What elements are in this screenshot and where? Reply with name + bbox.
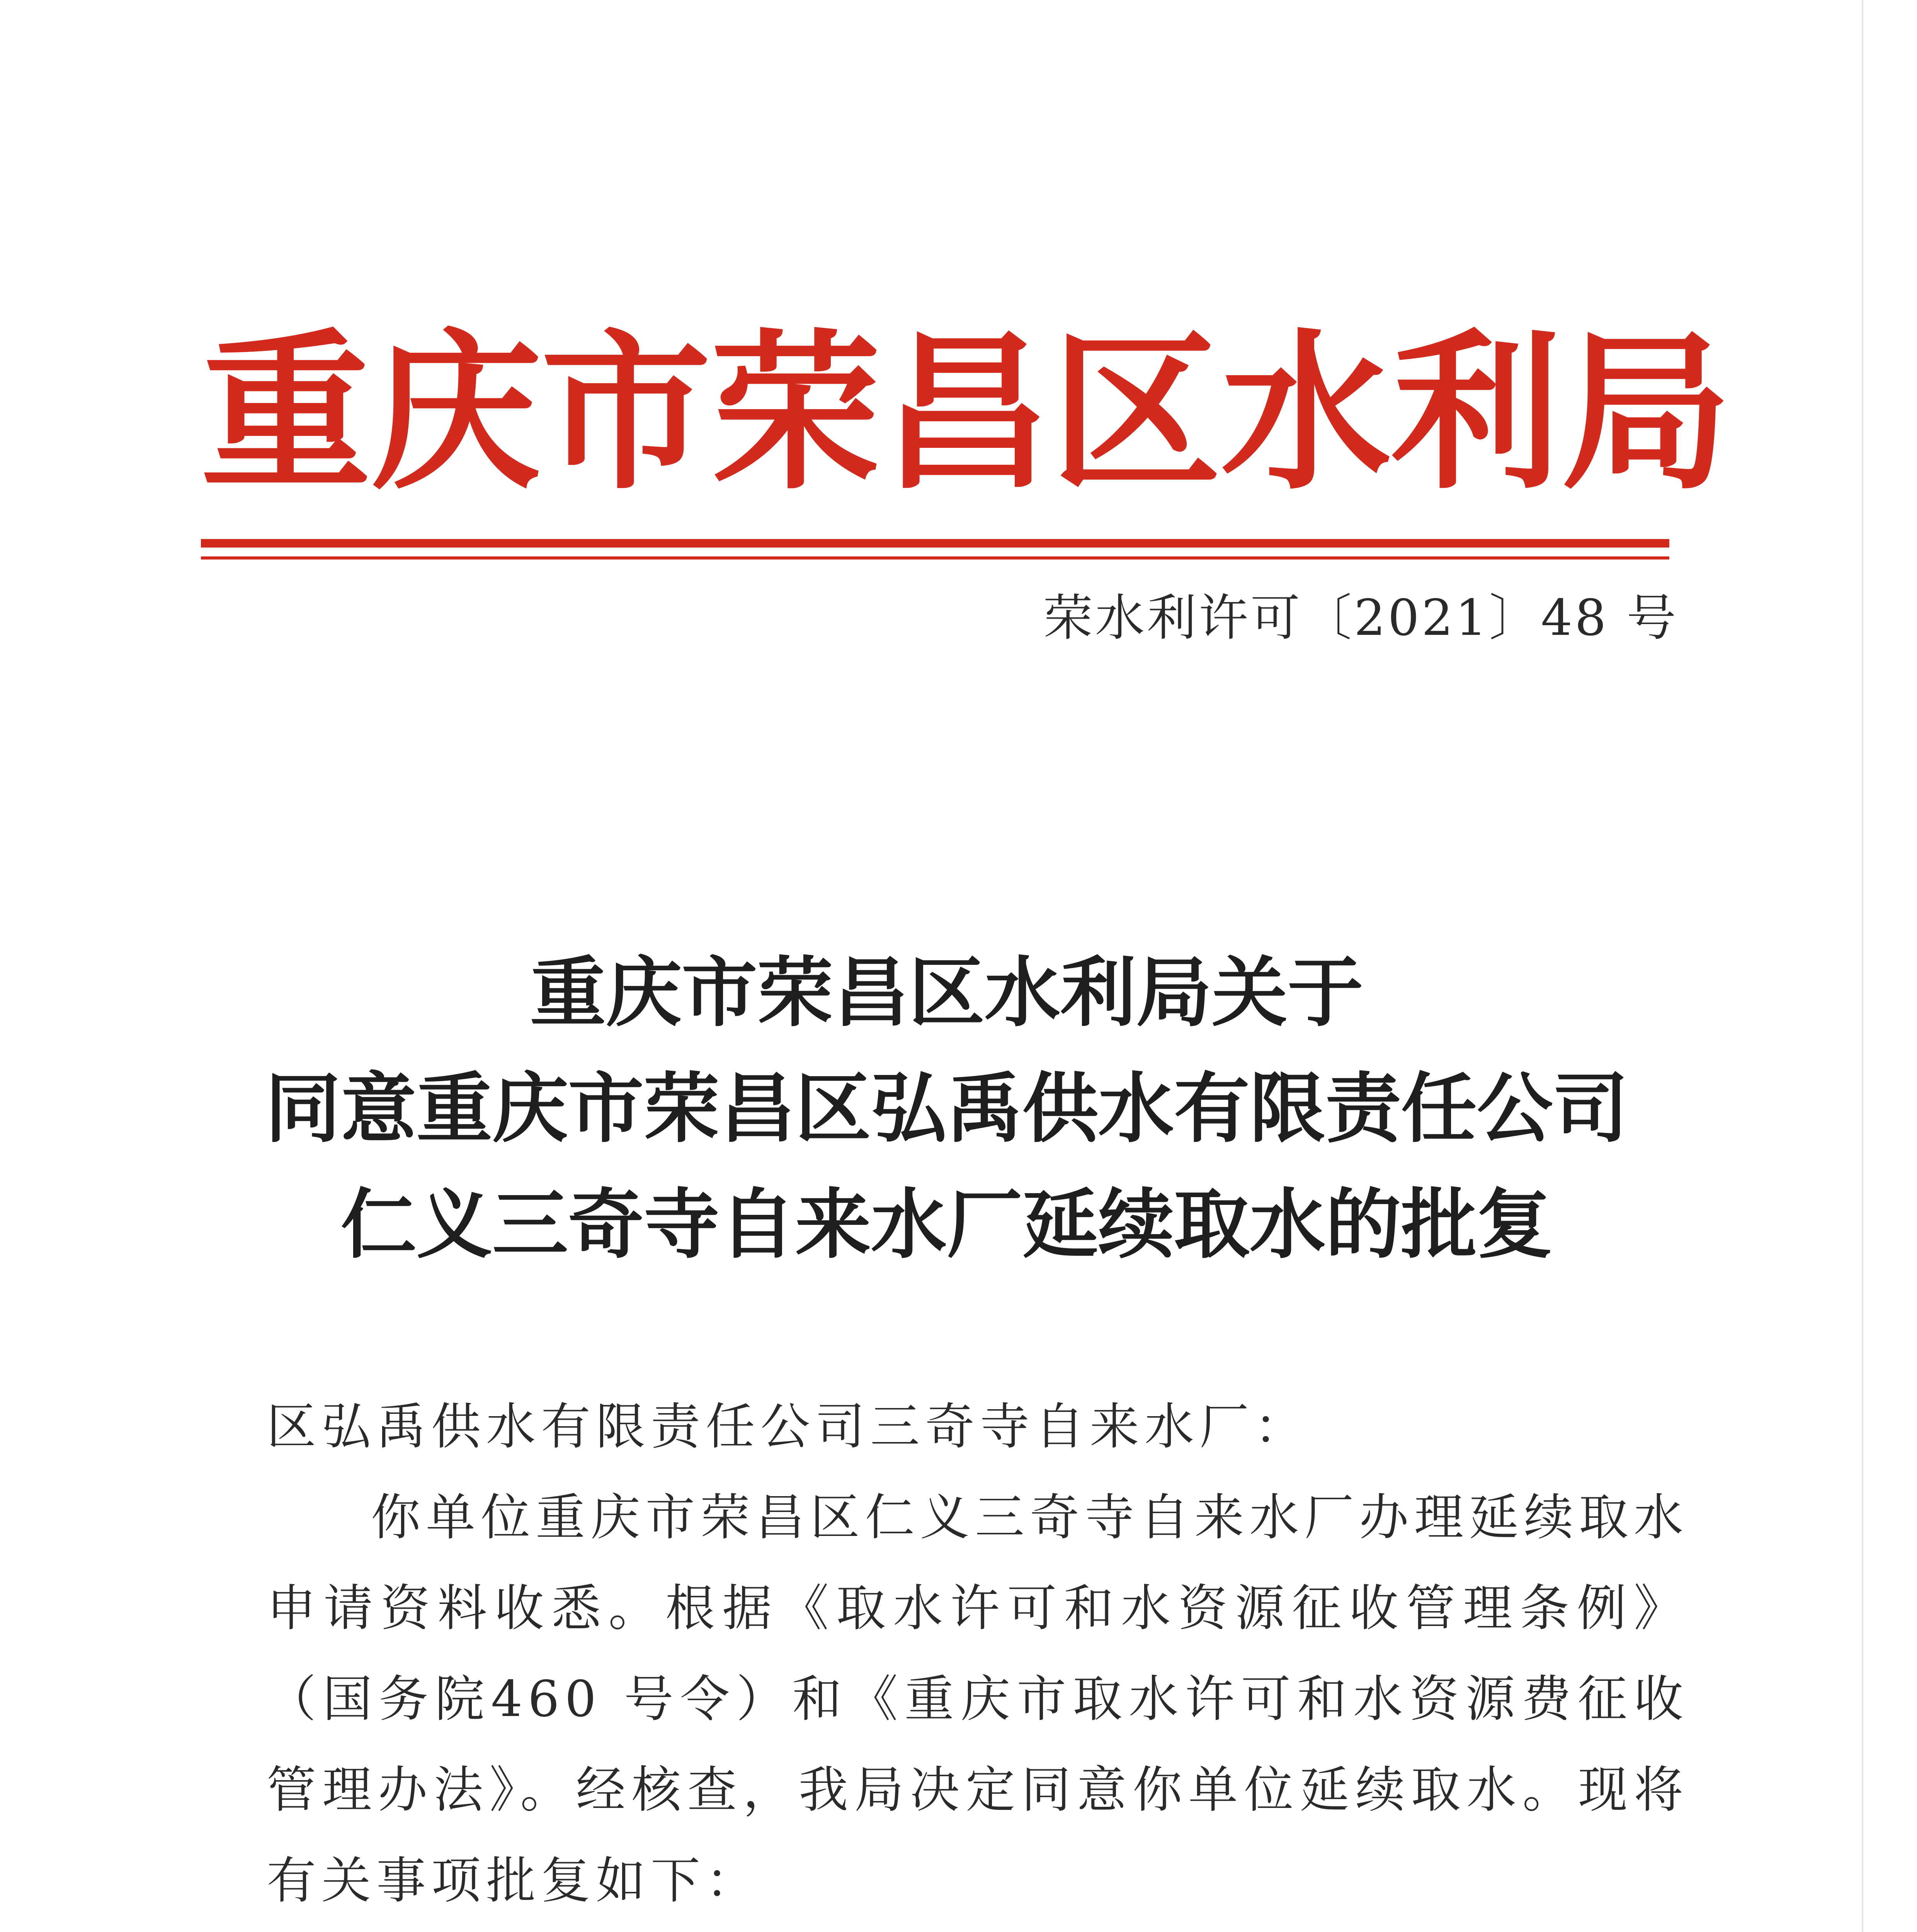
document-title bbox=[232, 935, 1662, 1283]
title-line-1: 重庆市荣昌区水利局关于 bbox=[530, 949, 1363, 1037]
page-edge-line bbox=[1862, 0, 1863, 1932]
addressee: 区弘禹供水有限责任公司三奇寺自来水厂： bbox=[267, 1398, 1310, 1456]
letterhead-red-rule-thick bbox=[201, 539, 1669, 548]
title-line-2: 同意重庆市荣昌区弘禹供水有限责任公司 bbox=[265, 1065, 1628, 1153]
body-paragraph-1: 你单位重庆市荣昌区仁义三奇寺自来水厂办理延续取水申请资料收悉。根据《取水许可和水资源征收管理条例》（国务院460 号令）和《重庆市取水许可和水资源费征收管理办法》。经核查，我局决定同意你单位延续取水。现将有关事项批复如下： bbox=[267, 1489, 1689, 1910]
title-line-3: 仁义三奇寺自来水厂延续取水的批复 bbox=[340, 1181, 1553, 1269]
document-body bbox=[267, 1381, 1689, 1932]
document-number: 荣水利许可〔2021〕48 号 bbox=[1043, 589, 1679, 647]
letterhead-red-rule-thin bbox=[201, 556, 1669, 560]
body-paragraph-2 bbox=[267, 1926, 1689, 1932]
letterhead-title: 重庆市荣昌区水利局 bbox=[201, 315, 1731, 512]
